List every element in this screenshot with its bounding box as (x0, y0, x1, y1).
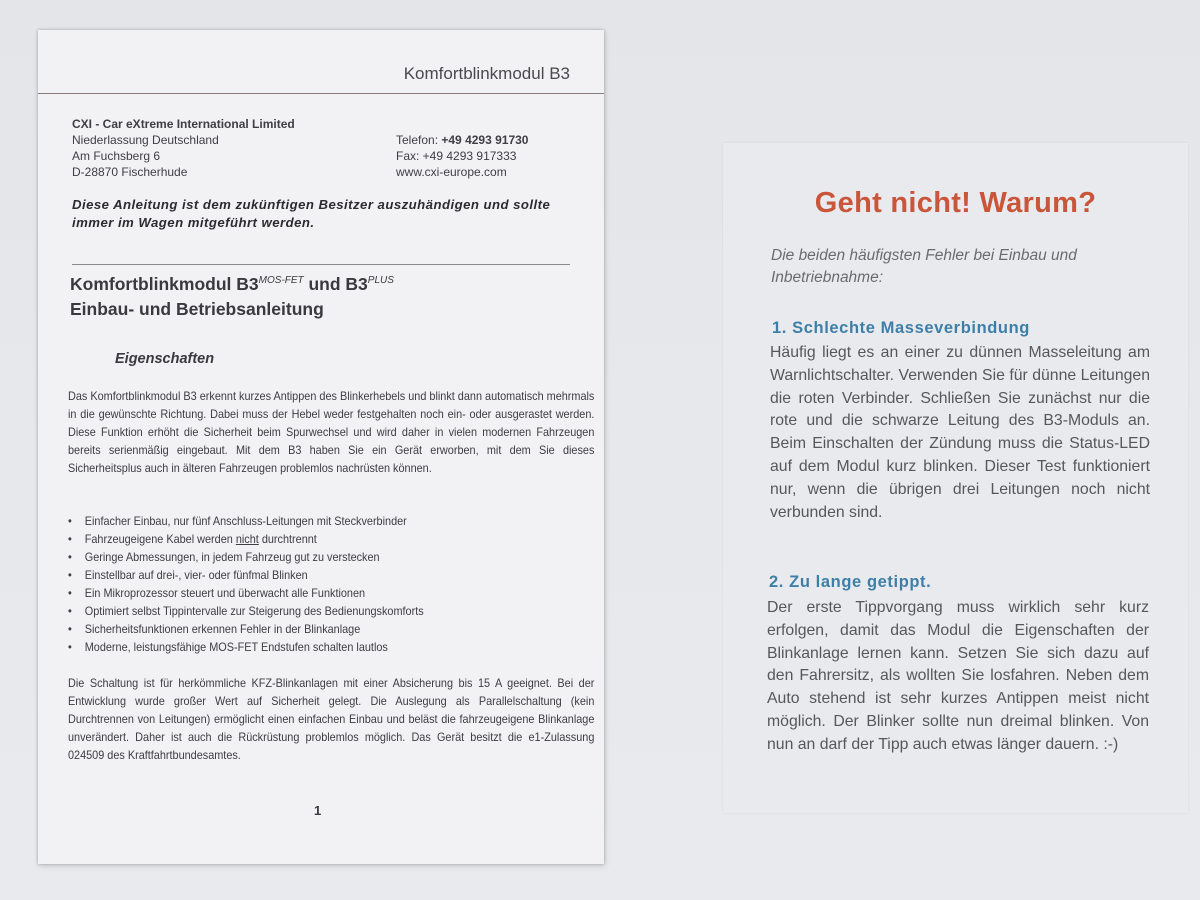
list-item: • Ein Mikroprozessor steuert und überwacht alle Funktionen (68, 585, 589, 603)
list-item: • Geringe Abmessungen, in jedem Fahrzeug gut zu verstecken (68, 549, 589, 567)
feature-list (68, 513, 589, 657)
page-header-title: Komfortblinkmodul B3 (403, 64, 570, 83)
fax-line: Fax: +49 4293 917333 (396, 149, 517, 163)
title-divider (72, 264, 570, 265)
document-title (70, 268, 394, 322)
title-line-2: Einbau- und Betriebsanleitung (70, 299, 324, 319)
section-1-text: Häufig liegt es an einer zu dünnen Masseleitung am Warnlichtschalter. Verwenden Sie für dünne Leitungen die roten Verbinder. Schließen Sie zunächst nur die rote und die schwarze Leitung des B3-Moduls an. Beim Einschalten der Zündung muss die Status-LED auf dem Modul kurz blinken. Dieser Test funktioniert nur, wenn die übrigen drei Leitungen noch nicht verbunden sind. (770, 344, 1150, 521)
title-line-1 (70, 268, 394, 297)
list-item: • Optimiert selbst Tippintervalle zur Steigerung des Bedienungskomforts (68, 603, 589, 621)
card-title: Geht nicht! Warum? (814, 187, 1097, 219)
company-address (72, 116, 295, 180)
website: www.cxi-europe.com (396, 165, 507, 179)
company-city: D-28870 Fischerhude (72, 165, 188, 179)
intro-paragraph: Das Komfortblinkmodul B3 erkennt kurzes Antippen des Blinkerhebels und blinkt dann automatisch mehrmals in die gewünschte Richtung. Dabei muss der Hebel weder festgehalten noch ein- oder ausgerastet werden. Diese Funktion erhöht die Sicherheit beim Spurwechsel und wird daher in vielen modernen Fahrzeugen bereits serienmäßig eingebaut. Mit dem B3 haben Sie ein Gerät erworben, mit dem Sie dieses Sicherheitsplus auch in älteren Fahrzeugen problemlos nachrüsten können. (68, 390, 595, 475)
troubleshooting-card (723, 143, 1188, 813)
list-item: • Sicherheitsfunktionen erkennen Fehler in der Blinkanlage (68, 621, 589, 639)
card-intro: Die beiden häufigsten Fehler bei Einbau und Inbetriebnahme: (771, 247, 1077, 286)
list-item: • Moderne, leistungsfähige MOS-FET Endstufen schalten lautlos (68, 639, 589, 657)
title-part-2: und B3 (303, 274, 368, 294)
manual-page-left (38, 30, 604, 864)
owner-notice: Diese Anleitung ist dem zukünftigen Besitzer auszuhändigen und sollte immer im Wagen mitgeführt werden. (72, 197, 551, 230)
emphasis-nicht: nicht (235, 533, 259, 546)
company-name: CXI - Car eXtreme International Limited (72, 117, 295, 131)
phone-label: Telefon: (396, 133, 439, 147)
header-divider (38, 93, 604, 94)
phone-line (396, 132, 528, 148)
company-street: Am Fuchsberg 6 (72, 149, 161, 163)
list-item: • Fahrzeugeigene Kabel werden nicht durchtrennt (68, 531, 589, 549)
section-2-text: Der erste Tippvorgang muss wirklich sehr kurz erfolgen, damit das Modul die Eigenschaften der Blinkanlage lernen kann. Setzen Sie sich dazu auf den Fahrersitz, als wollten Sie losfahren. Neben dem Auto stehend ist sehr kurzes Antippen meist nicht möglich. Der Blinker sollte nun dreimal blinken. Von nun an darf der Tipp auch etwas länger dauern. :-) (767, 599, 1149, 753)
section-2-heading: 2. Zu lange getippt. (769, 573, 932, 591)
title-sup-1: MOS-FET (258, 275, 304, 286)
company-branch: Niederlassung Deutschland (72, 133, 219, 147)
title-sup-2: PLUS (367, 275, 394, 286)
title-part-1: Komfortblinkmodul B3 (70, 274, 259, 294)
list-item: • Einfacher Einbau, nur fünf Anschluss-Leitungen mit Steckverbinder (68, 513, 589, 531)
section-heading-eigenschaften: Eigenschaften (115, 351, 215, 367)
phone-number: +49 4293 91730 (441, 133, 529, 147)
page-number: 1 (314, 803, 322, 818)
section-1-heading: 1. Schlechte Masseverbindung (772, 319, 1030, 337)
list-item: • Einstellbar auf drei-, vier- oder fünfmal Blinken (68, 567, 589, 585)
closing-paragraph: Die Schaltung ist für herkömmliche KFZ-Blinkanlagen mit einer Absicherung bis 15 A geeignet. Bei der Entwicklung wurde großer Wert auf Sicherheit gelegt. Die Auslegung als Parallelschaltung (kein Durchtrennen von Leitungen) ermöglicht einen einfachen Einbau und beläst die fahrzeugeigene Blinkanlage unverändert. Daher ist auch die Rückrüstung problemlos möglich. Das Gerät besitzt die e1-Zulassung 024509 des Kraftfahrtbundesamtes. (68, 677, 595, 762)
contact-info (396, 132, 528, 180)
